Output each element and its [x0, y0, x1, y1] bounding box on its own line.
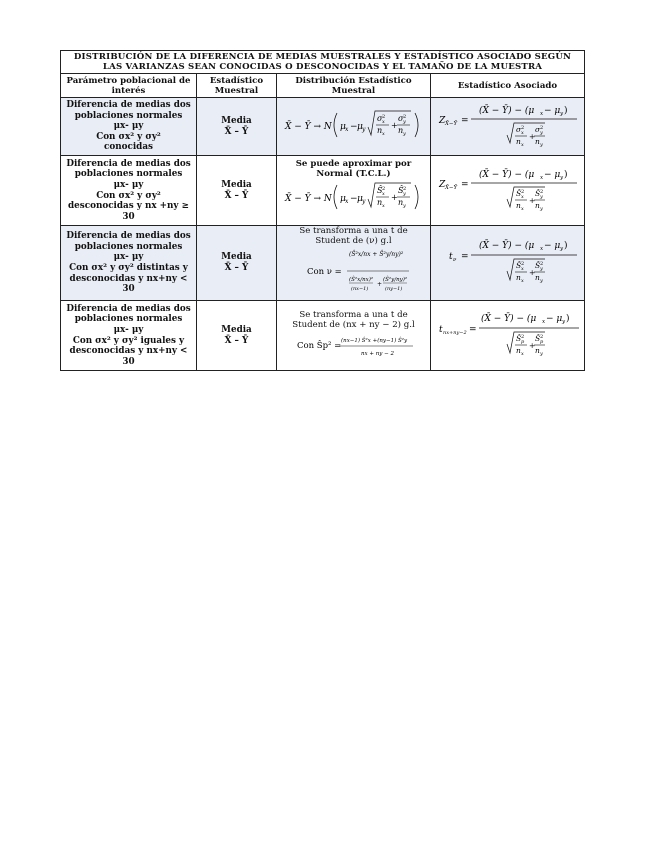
svg-text:(X̄ − Ȳ) − (μ: (X̄ − Ȳ) − (μ [478, 241, 534, 251]
stat-line: Media [221, 115, 252, 126]
param-line: conocidas [104, 142, 153, 153]
svg-text:y: y [539, 141, 543, 148]
param-line: μx- μy [113, 121, 144, 132]
z-statistic-approx-formula [433, 163, 583, 215]
dist-note: Se transforma a una t de Student de (nx + ny − 2) g.l [292, 309, 415, 330]
param-line: μx- μy [113, 179, 144, 190]
svg-text:=: = [460, 179, 469, 190]
con-nu-label: Con ν = [306, 267, 342, 277]
svg-text:y: y [559, 246, 563, 252]
param-line: Diferencia de medias dos poblaciones normales [66, 158, 191, 180]
svg-text:2: 2 [539, 333, 543, 340]
svg-text:(Ŝ²x/nx)²: (Ŝ²x/nx)² [348, 277, 373, 283]
svg-text:=: = [460, 252, 469, 262]
svg-text:): ) [565, 313, 570, 324]
svg-text:Ŝ: Ŝ [515, 333, 521, 343]
normal-distribution-formula [279, 103, 429, 147]
con-sp-label: Con Ŝp² = [296, 340, 341, 351]
svg-text:+: + [528, 268, 535, 277]
svg-text:x: x [520, 266, 524, 272]
svg-text:σ: σ [397, 113, 403, 123]
param-line: Diferencia de medias dos poblaciones normales [66, 231, 191, 252]
svg-text:2: 2 [520, 188, 524, 195]
svg-text:y: y [561, 318, 565, 325]
svg-text:x: x [541, 318, 545, 325]
svg-text:(nx−1): (nx−1) [350, 286, 368, 292]
svg-text:p: p [520, 338, 524, 345]
svg-text:p: p [539, 338, 543, 345]
svg-text:n: n [515, 345, 521, 355]
svg-text:n: n [376, 197, 382, 207]
svg-text:Ŝ: Ŝ [534, 261, 540, 270]
svg-text:− μ: − μ [543, 105, 560, 116]
svg-text:X̄−Ȳ: X̄−Ȳ [444, 184, 457, 191]
dist-note: Se transforma a una t de Student de (ν) g.l [299, 226, 408, 246]
svg-text:y: y [402, 190, 406, 197]
svg-text:(X̄ − Ȳ) − (μ: (X̄ − Ȳ) − (μ [478, 169, 534, 180]
svg-text:X̄ − Ȳ → N: X̄ − Ȳ → N [284, 121, 332, 132]
svg-text:(X̄ − Ȳ) − (μ: (X̄ − Ȳ) − (μ [480, 313, 536, 324]
svg-text:): ) [563, 169, 568, 180]
svg-text:μ: μ [356, 193, 363, 204]
svg-text:n: n [515, 273, 521, 282]
svg-text:y: y [539, 266, 543, 272]
svg-text:y: y [402, 130, 406, 137]
header-parametro: Parámetro poblacional de interés [61, 74, 197, 98]
svg-text:y: y [559, 174, 563, 181]
stat-cell [197, 98, 277, 156]
svg-text:Ŝ: Ŝ [534, 333, 540, 343]
svg-text:n: n [376, 125, 382, 135]
svg-text:x: x [344, 125, 348, 133]
svg-text:x: x [381, 190, 385, 197]
t-pooled-statistic-formula [433, 306, 583, 362]
svg-text:n: n [534, 200, 540, 210]
svg-text:n: n [397, 197, 403, 207]
dist-note: Se puede aproximar por Normal (T.C.L.) [295, 158, 412, 179]
svg-text:+: + [390, 120, 398, 130]
svg-text:Ŝ: Ŝ [397, 185, 403, 195]
stat-cell [197, 226, 277, 301]
svg-text:y: y [402, 202, 406, 209]
stat-cell [197, 156, 277, 226]
svg-text:2: 2 [402, 185, 406, 192]
param-line: μx- μy [113, 252, 144, 263]
dist-cell [277, 301, 431, 371]
svg-text:y: y [559, 110, 563, 117]
svg-text:μ: μ [339, 121, 346, 132]
svg-text:Ŝ: Ŝ [376, 185, 382, 195]
svg-text:n: n [515, 200, 521, 210]
param-line: Con σx² y σy² [96, 131, 161, 142]
svg-text:+: + [376, 281, 382, 288]
svg-text:n: n [515, 136, 521, 146]
svg-text:2: 2 [381, 113, 385, 120]
svg-text:x: x [520, 129, 524, 136]
svg-text:2: 2 [402, 113, 406, 120]
header-distribucion: Distribución Estadístico Muestral [277, 74, 431, 98]
svg-text:y: y [402, 118, 406, 125]
svg-text:x: x [520, 350, 524, 357]
svg-text:(X̄ − Ȳ) − (μ: (X̄ − Ȳ) − (μ [478, 105, 534, 116]
svg-text:y: y [539, 278, 543, 284]
svg-text:X̄ − Ȳ → N: X̄ − Ȳ → N [284, 193, 332, 204]
svg-text:x: x [381, 118, 385, 125]
svg-text:2: 2 [520, 261, 524, 267]
svg-text:=: = [460, 115, 469, 126]
svg-text:+: + [528, 340, 535, 350]
svg-text:): ) [563, 105, 568, 116]
welch-df-formula [279, 246, 429, 296]
svg-text:t: t [448, 252, 453, 262]
svg-text:nx+ny−2: nx+ny−2 [442, 329, 467, 336]
svg-text:+: + [528, 195, 535, 205]
svg-text:−: − [349, 121, 358, 132]
assoc-cell [431, 98, 585, 156]
assoc-cell [431, 301, 585, 371]
svg-text:x: x [344, 197, 348, 205]
svg-text:μ: μ [356, 121, 363, 132]
svg-text:x: x [520, 193, 524, 200]
svg-text:x: x [381, 202, 385, 209]
svg-text:Ŝ: Ŝ [515, 261, 521, 270]
stat-line: Media [221, 252, 252, 263]
svg-text:x: x [520, 205, 524, 212]
svg-text:(ny−1): (ny−1) [384, 286, 402, 292]
table-title: DISTRIBUCIÓN DE LA DIFERENCIA DE MEDIAS MUESTRALES Y ESTADÍSTICO ASOCIADO SEGÚN LAS VARIANZAS SEAN CONOCIDAS O DESCONOCIDAS Y EL TAMAÑO DE LA MUESTRA [61, 51, 585, 74]
dist-cell [277, 226, 431, 301]
header-estadistico: Estadístico Muestral [197, 74, 277, 98]
svg-text:y: y [539, 350, 543, 357]
svg-text:x: x [381, 130, 385, 137]
param-line: Diferencia de medias dos poblaciones normales [66, 303, 191, 325]
svg-text:n: n [534, 136, 540, 146]
table-row [61, 156, 585, 226]
param-line: Con σx² y σy² iguales y desconocidas y nx+ny < 30 [69, 335, 188, 367]
param-line: desconocidas y nx +ny ≥ 30 [68, 201, 189, 222]
stat-line: X̄ – Ȳ [224, 335, 249, 346]
svg-text:− μ: − μ [543, 169, 560, 180]
svg-text:−: − [349, 193, 358, 204]
svg-text:− μ: − μ [545, 313, 562, 324]
param-line: μx- μy [113, 324, 144, 335]
stat-line: X̄ – Ȳ [224, 263, 249, 273]
svg-text:σ: σ [534, 124, 540, 134]
svg-text:− μ: − μ [543, 241, 560, 251]
svg-text:Z: Z [438, 115, 445, 126]
param-line: Diferencia de medias dos poblaciones normales [66, 100, 191, 121]
svg-text:t: t [438, 324, 443, 335]
param-line: Con σx² y σy² [96, 190, 161, 201]
svg-text:σ: σ [376, 113, 382, 123]
distribution-table [60, 50, 585, 371]
svg-text:Ŝ: Ŝ [515, 188, 521, 198]
pooled-variance-formula [279, 330, 429, 358]
stat-line: X̄ – Ȳ [224, 126, 249, 137]
svg-text:=: = [468, 324, 477, 335]
svg-text:x: x [539, 246, 543, 252]
svg-text:x: x [520, 278, 524, 284]
assoc-cell [431, 156, 585, 226]
header-estadistico-asociado: Estadístico Asociado [431, 74, 585, 98]
svg-text:2: 2 [520, 124, 524, 131]
param-cell [61, 226, 197, 301]
svg-text:+: + [528, 131, 535, 141]
svg-text:2: 2 [539, 188, 543, 195]
svg-text:σ: σ [515, 124, 521, 134]
svg-text:n: n [534, 273, 540, 282]
svg-text:μ: μ [339, 193, 346, 204]
svg-text:Ŝ: Ŝ [534, 188, 540, 198]
svg-text:n: n [397, 125, 403, 135]
normal-approx-formula [279, 179, 429, 219]
svg-text:nx + ny − 2: nx + ny − 2 [360, 350, 394, 357]
svg-text:): ) [563, 241, 568, 251]
dist-cell [277, 98, 431, 156]
dist-cell [277, 156, 431, 226]
svg-text:x: x [520, 141, 524, 148]
svg-text:(nx−1) Ŝ²x +(ny−1) Ŝ²y: (nx−1) Ŝ²x +(ny−1) Ŝ²y [340, 337, 407, 344]
svg-text:X̄−Ȳ: X̄−Ȳ [444, 120, 457, 127]
svg-text:2: 2 [520, 333, 524, 340]
stat-cell [197, 301, 277, 371]
svg-text:(Ŝ²y/ny)²: (Ŝ²y/ny)² [382, 277, 407, 283]
stat-line: Media [221, 179, 252, 190]
param-cell [61, 156, 197, 226]
svg-text:y: y [361, 197, 365, 205]
stat-line: X̄ – Ȳ [224, 190, 249, 201]
table-row [61, 98, 585, 156]
z-statistic-formula [433, 99, 583, 151]
assoc-cell [431, 226, 585, 301]
table-row [61, 301, 585, 371]
svg-text:ν: ν [452, 257, 456, 263]
param-cell [61, 301, 197, 371]
svg-text:y: y [361, 125, 365, 133]
svg-text:2: 2 [381, 185, 385, 192]
svg-text:+: + [390, 192, 398, 202]
svg-text:x: x [539, 174, 543, 181]
svg-text:n: n [534, 345, 540, 355]
svg-text:y: y [539, 193, 543, 200]
param-cell [61, 98, 197, 156]
table-row [61, 226, 585, 301]
stat-line: Media [221, 324, 252, 335]
svg-text:y: y [539, 129, 543, 136]
svg-text:x: x [539, 110, 543, 117]
param-line: Con σx² y σy² distintas y desconocidas y nx+ny < 30 [69, 263, 188, 295]
svg-text:2: 2 [539, 261, 543, 267]
svg-text:y: y [539, 205, 543, 212]
svg-text:(Ŝ²x/nx + Ŝ²y/ny)²: (Ŝ²x/nx + Ŝ²y/ny)² [348, 251, 403, 258]
svg-text:2: 2 [539, 124, 543, 131]
svg-text:Z: Z [438, 179, 445, 190]
t-nu-statistic-formula [433, 233, 583, 289]
